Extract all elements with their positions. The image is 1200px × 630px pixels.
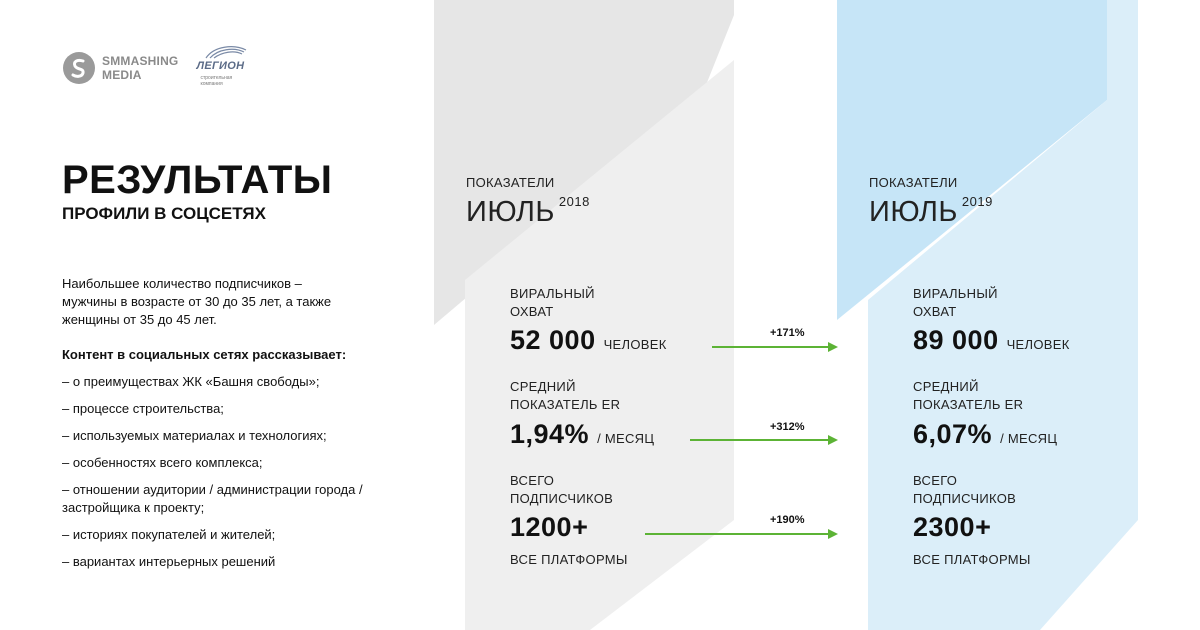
growth-subs: +190% [770,514,805,526]
after-year: 2019 [961,194,993,209]
legion-name: ЛЕГИОН [196,60,245,72]
label-line: ПОДПИСЧИКОВ [913,491,1017,506]
logos [62,44,256,92]
growth-er: +312% [770,421,805,433]
after-reach-label [913,285,998,321]
legion-logo [196,44,256,92]
before-er-value [510,419,654,450]
value-number: 6,07% [913,419,993,449]
legion-wing-icon [204,44,248,60]
list-item: – о преимуществах ЖК «Башня свободы»; [62,374,320,389]
after-er-value [913,419,1057,450]
value-number: 2300+ [913,512,992,542]
label-line: СРЕДНИЙ [913,379,979,394]
label-line: ОХВАТ [913,304,957,319]
value-unit: / МЕСЯЦ [597,431,655,446]
value-number: 52 000 [510,325,596,355]
intro-line: мужчины в возрасте от 30 до 35 лет, а также [62,294,332,309]
before-period [466,196,590,229]
intro-line: Наибольшее количество подписчиков – [62,276,302,291]
value-unit: ЧЕЛОВЕК [603,337,667,352]
smmashing-s-icon [62,51,96,85]
page-subtitle: ПРОФИЛИ В СОЦСЕТЯХ [62,204,266,223]
label-line: ВИРАЛЬНЫЙ [510,286,595,301]
after-month: ИЮЛЬ [869,196,958,228]
list-item: – отношении аудитории / администрации города / застройщика к проекту; [62,482,363,515]
before-subs-note: ВСЕ ПЛАТФОРМЫ [510,552,628,567]
value-unit: / МЕСЯЦ [1000,431,1058,446]
value-unit: ЧЕЛОВЕК [1006,337,1070,352]
before-reach-value [510,325,667,356]
before-reach-label [510,285,595,321]
after-subs-label [913,472,1016,508]
value-number: 89 000 [913,325,999,355]
label-line: ВИРАЛЬНЫЙ [913,286,998,301]
label-line: ПОДПИСЧИКОВ [510,491,614,506]
label-line: СРЕДНИЙ [510,379,576,394]
before-label: ПОКАЗАТЕЛИ [466,175,555,190]
legion-sub-line1: строительная [200,75,233,81]
smm-line1: SMMASHING [102,54,179,68]
intro-line: женщины от 35 до 45 лет. [62,312,217,327]
before-er-label [510,378,620,414]
smm-line2: MEDIA [102,68,142,82]
before-header [466,175,590,229]
list-item: – используемых материалах и технологиях; [62,428,327,443]
list-item: – историях покупателей и жителей; [62,527,276,542]
after-subs-note: ВСЕ ПЛАТФОРМЫ [913,552,1031,567]
after-subs-value [913,512,991,543]
label-line: ПОКАЗАТЕЛЬ ER [510,397,621,412]
list-item: – процессе строительства; [62,401,224,416]
label-line: ВСЕГО [913,473,958,488]
label-line: ПОКАЗАТЕЛЬ ER [913,397,1024,412]
list-item: – особенностях всего комплекса; [62,455,263,470]
after-er-label [913,378,1023,414]
before-month: ИЮЛЬ [466,196,555,228]
growth-reach: +171% [770,327,805,339]
before-subs-value [510,512,588,543]
value-number: 1200+ [510,512,589,542]
legion-sub-line2: компания [200,81,223,87]
intro-text [62,275,392,329]
content-list [62,373,422,580]
after-reach-value [913,325,1070,356]
label-line: ОХВАТ [510,304,554,319]
before-subs-label [510,472,613,508]
value-number: 1,94% [510,419,590,449]
page-title: РЕЗУЛЬТАТЫ [62,158,333,202]
smmashing-logo [62,51,178,85]
after-period [869,196,993,229]
legion-sub [200,75,232,87]
before-year: 2018 [558,194,590,209]
label-line: ВСЕГО [510,473,555,488]
after-label: ПОКАЗАТЕЛИ [869,175,958,190]
after-header [869,175,993,229]
list-item: – вариантах интерьерных решений [62,554,276,569]
content-heading: Контент в социальных сетях рассказывает: [62,347,347,362]
